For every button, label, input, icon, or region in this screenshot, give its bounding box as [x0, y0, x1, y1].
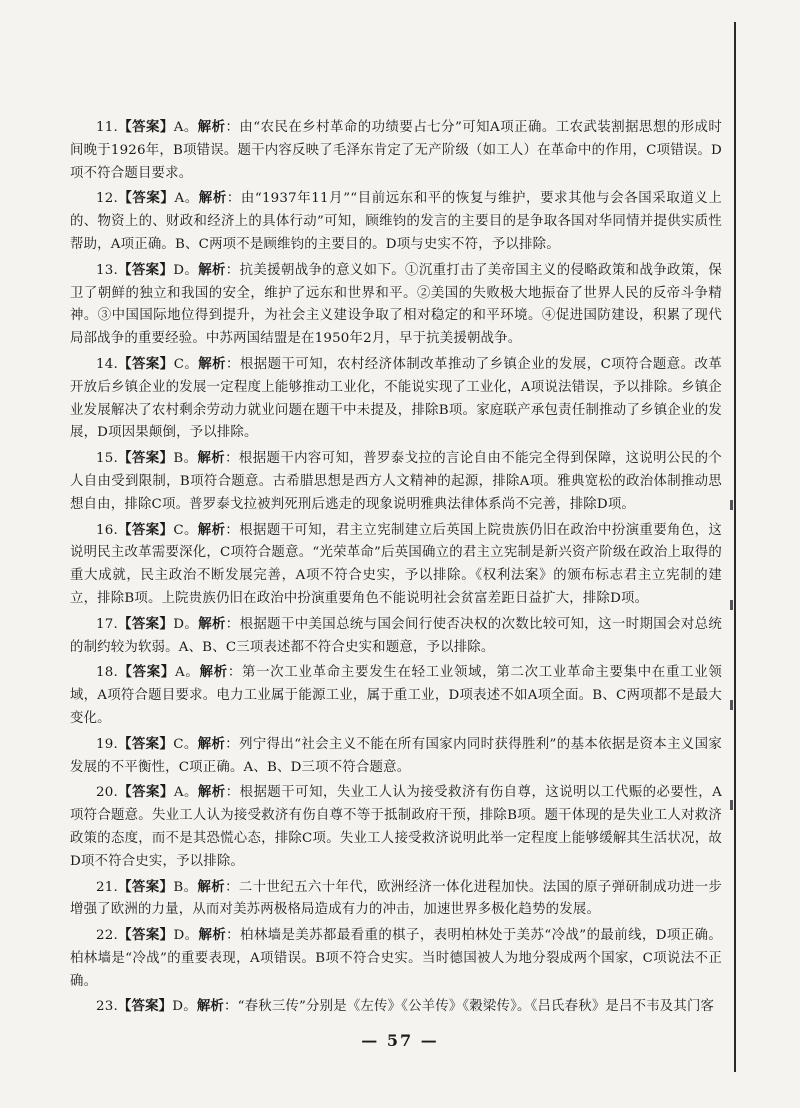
- answer-entry: [70, 924, 722, 993]
- answer-label: 【答案】: [117, 998, 173, 1015]
- analysis-text: 抗美援朝战争的意义如下。①沉重打击了美帝国主义的侵略政策和战争政策，保卫了朝鲜的独立和我国的安全，维护了远东和世界和平。②美国的失败极大地振奋了世界人民的反帝斗争精神。③中国国际地位得到提升，为社会主义建设争取了相对稳定的和平环境。④促进国防建设，积累了现代局部战争的重要经验。中苏两国结盟是在1950年2月，早于抗美援朝战争。: [70, 262, 722, 347]
- analysis-colon: ：: [226, 191, 241, 207]
- question-number: 17.: [96, 616, 118, 632]
- answer-choice: A。: [175, 665, 200, 681]
- analysis-label: 解析: [197, 450, 226, 467]
- answer-choice: D。: [172, 999, 197, 1015]
- analysis-label: 解析: [197, 521, 226, 538]
- question-number: 15.: [96, 451, 118, 467]
- answer-choice: A。: [173, 120, 198, 135]
- answer-label: 【答案】: [117, 119, 174, 135]
- answer-choice: A。: [173, 785, 198, 801]
- analysis-label: 解析: [197, 878, 226, 895]
- answer-label: 【答案】: [117, 190, 175, 207]
- answer-choice: A。: [174, 191, 199, 207]
- answer-label: 【答案】: [117, 878, 174, 895]
- answer-choice: B。: [173, 879, 198, 895]
- answer-entry: [70, 876, 722, 923]
- analysis-colon: ：: [225, 616, 240, 632]
- question-number: 12.: [96, 191, 118, 207]
- answer-choice: D。: [173, 616, 199, 632]
- analysis-label: 解析: [198, 355, 227, 372]
- margin-tick: [730, 600, 733, 610]
- answer-choice: C。: [173, 522, 198, 538]
- analysis-colon: ：: [226, 928, 241, 944]
- analysis-text: 根据题干可知，失业工人认为接受救济有伤自尊，这说明以工代赈的必要性，A项符合题意。失业工人认为接受救济有伤自尊不等于抵制政府干预，排除B项。题干体现的是失业工人对救济政策的态度，而不是其恐慌心态，排除C项。失业工人接受救济说明此举一定程度上能够缓解其生活状况，故D项不符合史实，予以排除。: [70, 785, 722, 869]
- analysis-label: 解析: [198, 615, 226, 632]
- analysis-text: 二十世纪五六十年代，欧洲经济一体化进程加快。法国的原子弹研制成功进一步增强了欧洲的力量，从而对美苏两极格局造成有力的冲击，加速世界多极化趋势的发展。: [70, 879, 722, 918]
- analysis-text: 第一次工业革命主要发生在轻工业领域，第二次工业革命主要集中在重工业领域，A项符合题目要求。电力工业属于能源工业，属于重工业，D项表述不如A项全面。B、C两项都不是最大变化。: [70, 665, 723, 726]
- question-number: 19.: [96, 736, 118, 752]
- analysis-text: 根据题干内容可知，普罗泰戈拉的言论自由不能完全得到保障，这说明公民的个人自由受到限制，B项符合题意。古希腊思想是西方人文精神的起源，排除A项。雅典宽松的政治体制推动思想自由，排除C项。普罗泰戈拉被判死刑后逃走的现象说明雅典法律体系尚不完善，排除D项。: [70, 451, 722, 512]
- answer-label: 【答案】: [117, 927, 174, 944]
- answer-label: 【答案】: [117, 450, 174, 467]
- analysis-text: 根据题干可知，农村经济体制改革推动了乡镇企业的发展，C项符合题意。改革开放后乡镇企业的发展一定程度上能够推动工业化，不能说实现了工业化，A项说法错误，予以排除。乡镇企业发展解决了农村剩余劳动力就业问题在题干中未提及，排除B项。家庭联产承包责任制推动了乡镇企业的发展，D项因果颠倒，予以排除。: [70, 356, 722, 441]
- answer-choice: C。: [173, 736, 198, 752]
- answer-entry: [70, 447, 722, 516]
- question-number: 22.: [96, 928, 118, 944]
- analysis-text: 根据题干中美国总统与国会间行使否决权的次数比较可知，这一时期国会对总统的制约较为软弱。A、B、C三项表述都不符合史实和题意，予以排除。: [70, 616, 722, 655]
- answer-list: [70, 116, 722, 1021]
- answer-choice: D。: [173, 262, 199, 278]
- analysis-colon: ：: [227, 665, 242, 681]
- question-number: 18.: [96, 665, 118, 681]
- analysis-text: 由“1937年11月”“目前远东和平的恢复与维护，要求其他与会各国采取道义上的、物资上的、财政和经济上的具体行动”可知，顾维钧的发言的主要目的是争取各国对华同情并提供实质性帮助，A项正确。B、C两项不是顾维钧的主要目的。D项与史实不符，予以排除。: [70, 191, 722, 252]
- answer-choice: D。: [173, 928, 199, 944]
- analysis-colon: ：: [224, 999, 238, 1015]
- answer-entry: [70, 519, 722, 611]
- analysis-colon: ：: [225, 785, 240, 801]
- answer-choice: C。: [173, 356, 199, 372]
- answer-label: 【答案】: [117, 664, 175, 681]
- answer-label: 【答案】: [117, 735, 174, 752]
- answer-entry: [70, 116, 722, 185]
- analysis-text: 柏林墙是美苏都最看重的棋子，表明柏林处于美苏“冷战”的最前线，D项正确。柏林墙是“冷战”的重要表现，A项错误。B项不符合史实。当时德国被人为地分裂成两个国家，C项说法不正确。: [70, 928, 723, 989]
- question-number: 21.: [96, 879, 118, 895]
- analysis-colon: ：: [225, 262, 240, 278]
- answer-label: 【答案】: [117, 615, 174, 632]
- analysis-text: 列宁得出“社会主义不能在所有国家内同时获得胜利”的基本依据是资本主义国家发展的不平衡性，C项正确。A、B、D三项不符合题意。: [70, 736, 723, 775]
- answer-entry: [70, 733, 722, 780]
- answer-entry: [70, 259, 722, 351]
- analysis-label: 解析: [196, 998, 224, 1015]
- analysis-colon: ：: [225, 879, 239, 895]
- margin-tick: [730, 800, 733, 810]
- analysis-colon: ：: [225, 120, 240, 135]
- analysis-label: 解析: [197, 735, 226, 752]
- analysis-label: 解析: [197, 784, 226, 801]
- analysis-label: 解析: [198, 190, 227, 207]
- analysis-label: 解析: [197, 119, 226, 135]
- answer-entry: [70, 661, 722, 730]
- answer-entry: [70, 613, 722, 660]
- analysis-text: 由“农民在乡村革命的功绩要占七分”可知A项正确。工农武装割据思想的形成时间晚于1926年，B项错误。题干内容反映了毛泽东肯定了无产阶级（如工人）在革命中的作用，C项错误。D项不符合题目要求。: [70, 120, 722, 181]
- answer-label: 【答案】: [117, 521, 174, 538]
- margin-tick: [730, 500, 733, 510]
- analysis-text: 根据题干可知，君主立宪制建立后英国上院贵族仍旧在政治中扮演重要角色，这说明民主改革需要深化，C项符合题意。“光荣革命”后英国确立的君主立宪制是新兴资产阶级在政治上取得的重大成就，民主政治不断发展完善，A项不符合史实，予以排除。《权利法案》的颁布标志君主立宪制的建立，排除B项。上院贵族仍旧在政治中扮演重要角色不能说明社会贫富差距日益扩大，排除D项。: [70, 522, 723, 606]
- answer-entry: [70, 781, 722, 873]
- analysis-label: 解析: [199, 664, 228, 681]
- answer-label: 【答案】: [117, 261, 174, 278]
- question-number: 23.: [96, 999, 118, 1015]
- analysis-label: 解析: [198, 261, 226, 278]
- margin-tick: [730, 700, 733, 710]
- answer-entry: [70, 353, 722, 445]
- question-number: 16.: [96, 522, 118, 538]
- answer-label: 【答案】: [117, 784, 174, 801]
- margin-rule: [734, 22, 736, 1072]
- analysis-text: “春秋三传”分别是《左传》《公羊传》《穀梁传》。《吕氏春秋》是吕不韦及其门客: [237, 999, 715, 1015]
- question-number: 14.: [96, 356, 118, 372]
- analysis-label: 解析: [198, 927, 227, 944]
- answer-entry: [70, 995, 722, 1019]
- answer-choice: B。: [173, 451, 198, 467]
- analysis-colon: ：: [225, 522, 240, 538]
- analysis-colon: ：: [226, 356, 240, 372]
- analysis-colon: ：: [225, 451, 239, 467]
- answer-entry: [70, 187, 722, 256]
- question-number: 20.: [96, 785, 118, 801]
- question-number: 11.: [96, 120, 118, 135]
- question-number: 13.: [96, 262, 118, 278]
- analysis-colon: ：: [225, 736, 240, 752]
- answer-label: 【答案】: [117, 355, 174, 372]
- page-number: — 57 —: [361, 1031, 439, 1050]
